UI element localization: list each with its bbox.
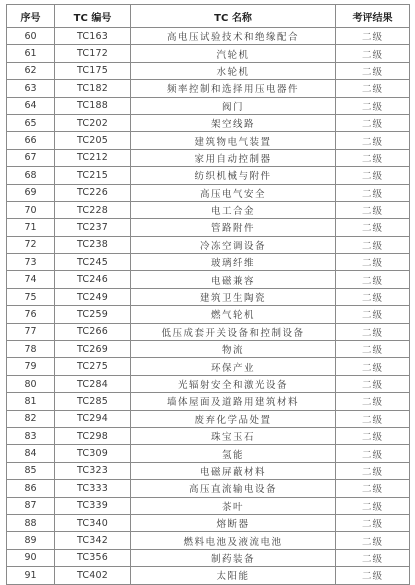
row-tc-code: TC238 (55, 236, 131, 253)
row-evaluation-result: 二级 (336, 410, 410, 427)
row-tc-name: 废弃化学品处置 (131, 410, 336, 427)
table-row (7, 410, 410, 427)
document-page (6, 4, 409, 585)
row-serial-number: 65 (7, 114, 55, 131)
table-row (7, 514, 410, 531)
row-evaluation-result: 二级 (336, 62, 410, 79)
table-row (7, 323, 410, 340)
row-tc-code: TC245 (55, 254, 131, 271)
table-row (7, 62, 410, 79)
row-tc-name: 低压成套开关设备和控制设备 (131, 323, 336, 340)
row-serial-number: 75 (7, 288, 55, 305)
row-tc-name: 高压直流输电设备 (131, 480, 336, 497)
row-serial-number: 89 (7, 532, 55, 549)
row-tc-name: 架空线路 (131, 114, 336, 131)
header-evaluation-result: 考评结果 (336, 5, 410, 28)
row-evaluation-result: 二级 (336, 236, 410, 253)
table-row (7, 393, 410, 410)
header-tc-code: TC 编号 (55, 5, 131, 28)
row-tc-name: 冷冻空调设备 (131, 236, 336, 253)
row-tc-name: 环保产业 (131, 358, 336, 375)
header-serial-number: 序号 (7, 5, 55, 28)
row-tc-code: TC342 (55, 532, 131, 549)
row-evaluation-result: 二级 (336, 532, 410, 549)
row-tc-name: 建筑物电气装置 (131, 132, 336, 149)
row-tc-name: 燃料电池及液流电池 (131, 532, 336, 549)
row-evaluation-result: 二级 (336, 375, 410, 392)
row-tc-code: TC298 (55, 427, 131, 444)
row-tc-code: TC259 (55, 306, 131, 323)
row-tc-code: TC340 (55, 514, 131, 531)
row-serial-number: 73 (7, 254, 55, 271)
row-serial-number: 86 (7, 480, 55, 497)
row-tc-name: 物流 (131, 341, 336, 358)
row-evaluation-result: 二级 (336, 480, 410, 497)
row-tc-name: 家用自动控制器 (131, 149, 336, 166)
row-tc-name: 高压电气安全 (131, 184, 336, 201)
row-serial-number: 90 (7, 549, 55, 566)
row-evaluation-result: 二级 (336, 114, 410, 131)
row-tc-code: TC202 (55, 114, 131, 131)
row-tc-name: 汽轮机 (131, 45, 336, 62)
row-evaluation-result: 二级 (336, 427, 410, 444)
table-row (7, 567, 410, 584)
row-tc-code: TC226 (55, 184, 131, 201)
row-evaluation-result: 二级 (336, 201, 410, 218)
table-header-row (7, 5, 410, 28)
row-serial-number: 77 (7, 323, 55, 340)
table-row (7, 114, 410, 131)
table-row (7, 288, 410, 305)
table-row (7, 358, 410, 375)
row-serial-number: 69 (7, 184, 55, 201)
table-row (7, 445, 410, 462)
row-serial-number: 62 (7, 62, 55, 79)
row-tc-code: TC215 (55, 167, 131, 184)
row-tc-code: TC228 (55, 201, 131, 218)
table-row (7, 149, 410, 166)
row-tc-code: TC339 (55, 497, 131, 514)
row-serial-number: 61 (7, 45, 55, 62)
table-row (7, 341, 410, 358)
row-tc-name: 电磁兼容 (131, 271, 336, 288)
table-row (7, 167, 410, 184)
row-evaluation-result: 二级 (336, 497, 410, 514)
row-evaluation-result: 二级 (336, 549, 410, 566)
row-tc-code: TC269 (55, 341, 131, 358)
row-tc-code: TC266 (55, 323, 131, 340)
row-evaluation-result: 二级 (336, 567, 410, 584)
row-tc-code: TC309 (55, 445, 131, 462)
row-serial-number: 79 (7, 358, 55, 375)
row-tc-code: TC237 (55, 219, 131, 236)
row-serial-number: 72 (7, 236, 55, 253)
row-serial-number: 81 (7, 393, 55, 410)
row-evaluation-result: 二级 (336, 341, 410, 358)
row-tc-code: TC246 (55, 271, 131, 288)
row-tc-name: 纺织机械与附件 (131, 167, 336, 184)
header-tc-name: TC 名称 (131, 5, 336, 28)
row-serial-number: 76 (7, 306, 55, 323)
row-evaluation-result: 二级 (336, 288, 410, 305)
row-tc-name: 光辐射安全和激光设备 (131, 375, 336, 392)
row-evaluation-result: 二级 (336, 271, 410, 288)
row-evaluation-result: 二级 (336, 97, 410, 114)
row-tc-code: TC188 (55, 97, 131, 114)
table-row (7, 201, 410, 218)
table-row (7, 184, 410, 201)
row-tc-name: 熔断器 (131, 514, 336, 531)
table-row (7, 549, 410, 566)
row-tc-name: 茶叶 (131, 497, 336, 514)
row-tc-code: TC284 (55, 375, 131, 392)
row-evaluation-result: 二级 (336, 445, 410, 462)
row-serial-number: 88 (7, 514, 55, 531)
row-tc-code: TC205 (55, 132, 131, 149)
row-tc-name: 阀门 (131, 97, 336, 114)
row-evaluation-result: 二级 (336, 514, 410, 531)
row-tc-code: TC294 (55, 410, 131, 427)
row-tc-name: 燃气轮机 (131, 306, 336, 323)
row-evaluation-result: 二级 (336, 28, 410, 45)
row-tc-code: TC323 (55, 462, 131, 479)
tc-evaluation-table (6, 4, 410, 585)
row-serial-number: 84 (7, 445, 55, 462)
row-tc-code: TC212 (55, 149, 131, 166)
row-tc-name: 电磁屏蔽材料 (131, 462, 336, 479)
row-tc-name: 珠宝玉石 (131, 427, 336, 444)
table-row (7, 497, 410, 514)
row-serial-number: 85 (7, 462, 55, 479)
row-serial-number: 71 (7, 219, 55, 236)
row-tc-name: 管路附件 (131, 219, 336, 236)
row-serial-number: 80 (7, 375, 55, 392)
row-tc-code: TC275 (55, 358, 131, 375)
table-row (7, 80, 410, 97)
row-tc-name: 氢能 (131, 445, 336, 462)
table-row (7, 219, 410, 236)
row-evaluation-result: 二级 (336, 306, 410, 323)
row-serial-number: 66 (7, 132, 55, 149)
row-serial-number: 60 (7, 28, 55, 45)
table-row (7, 532, 410, 549)
table-row (7, 271, 410, 288)
table-row (7, 427, 410, 444)
row-tc-name: 水轮机 (131, 62, 336, 79)
row-evaluation-result: 二级 (336, 80, 410, 97)
row-tc-name: 太阳能 (131, 567, 336, 584)
row-tc-name: 高电压试验技术和绝缘配合 (131, 28, 336, 45)
row-tc-code: TC172 (55, 45, 131, 62)
row-serial-number: 83 (7, 427, 55, 444)
row-tc-code: TC402 (55, 567, 131, 584)
row-evaluation-result: 二级 (336, 149, 410, 166)
row-tc-name: 频率控制和选择用压电器件 (131, 80, 336, 97)
row-serial-number: 78 (7, 341, 55, 358)
table-row (7, 306, 410, 323)
row-tc-code: TC249 (55, 288, 131, 305)
table-row (7, 254, 410, 271)
row-serial-number: 87 (7, 497, 55, 514)
row-evaluation-result: 二级 (336, 323, 410, 340)
row-tc-name: 电工合金 (131, 201, 336, 218)
row-serial-number: 64 (7, 97, 55, 114)
row-evaluation-result: 二级 (336, 184, 410, 201)
row-tc-name: 建筑卫生陶瓷 (131, 288, 336, 305)
row-tc-code: TC175 (55, 62, 131, 79)
row-evaluation-result: 二级 (336, 462, 410, 479)
row-tc-name: 制药装备 (131, 549, 336, 566)
row-tc-code: TC356 (55, 549, 131, 566)
row-evaluation-result: 二级 (336, 254, 410, 271)
row-serial-number: 68 (7, 167, 55, 184)
table-row (7, 236, 410, 253)
row-evaluation-result: 二级 (336, 132, 410, 149)
row-evaluation-result: 二级 (336, 219, 410, 236)
row-evaluation-result: 二级 (336, 45, 410, 62)
row-tc-code: TC182 (55, 80, 131, 97)
row-serial-number: 63 (7, 80, 55, 97)
row-tc-code: TC285 (55, 393, 131, 410)
row-serial-number: 67 (7, 149, 55, 166)
table-body (7, 28, 410, 585)
row-serial-number: 91 (7, 567, 55, 584)
table-row (7, 462, 410, 479)
row-evaluation-result: 二级 (336, 167, 410, 184)
row-evaluation-result: 二级 (336, 358, 410, 375)
row-serial-number: 70 (7, 201, 55, 218)
table-row (7, 132, 410, 149)
row-evaluation-result: 二级 (336, 393, 410, 410)
table-row (7, 28, 410, 45)
row-tc-name: 墙体屋面及道路用建筑材料 (131, 393, 336, 410)
row-tc-code: TC163 (55, 28, 131, 45)
table-row (7, 45, 410, 62)
table-row (7, 480, 410, 497)
table-row (7, 375, 410, 392)
row-tc-name: 玻璃纤维 (131, 254, 336, 271)
row-serial-number: 74 (7, 271, 55, 288)
row-tc-code: TC333 (55, 480, 131, 497)
table-row (7, 97, 410, 114)
row-serial-number: 82 (7, 410, 55, 427)
